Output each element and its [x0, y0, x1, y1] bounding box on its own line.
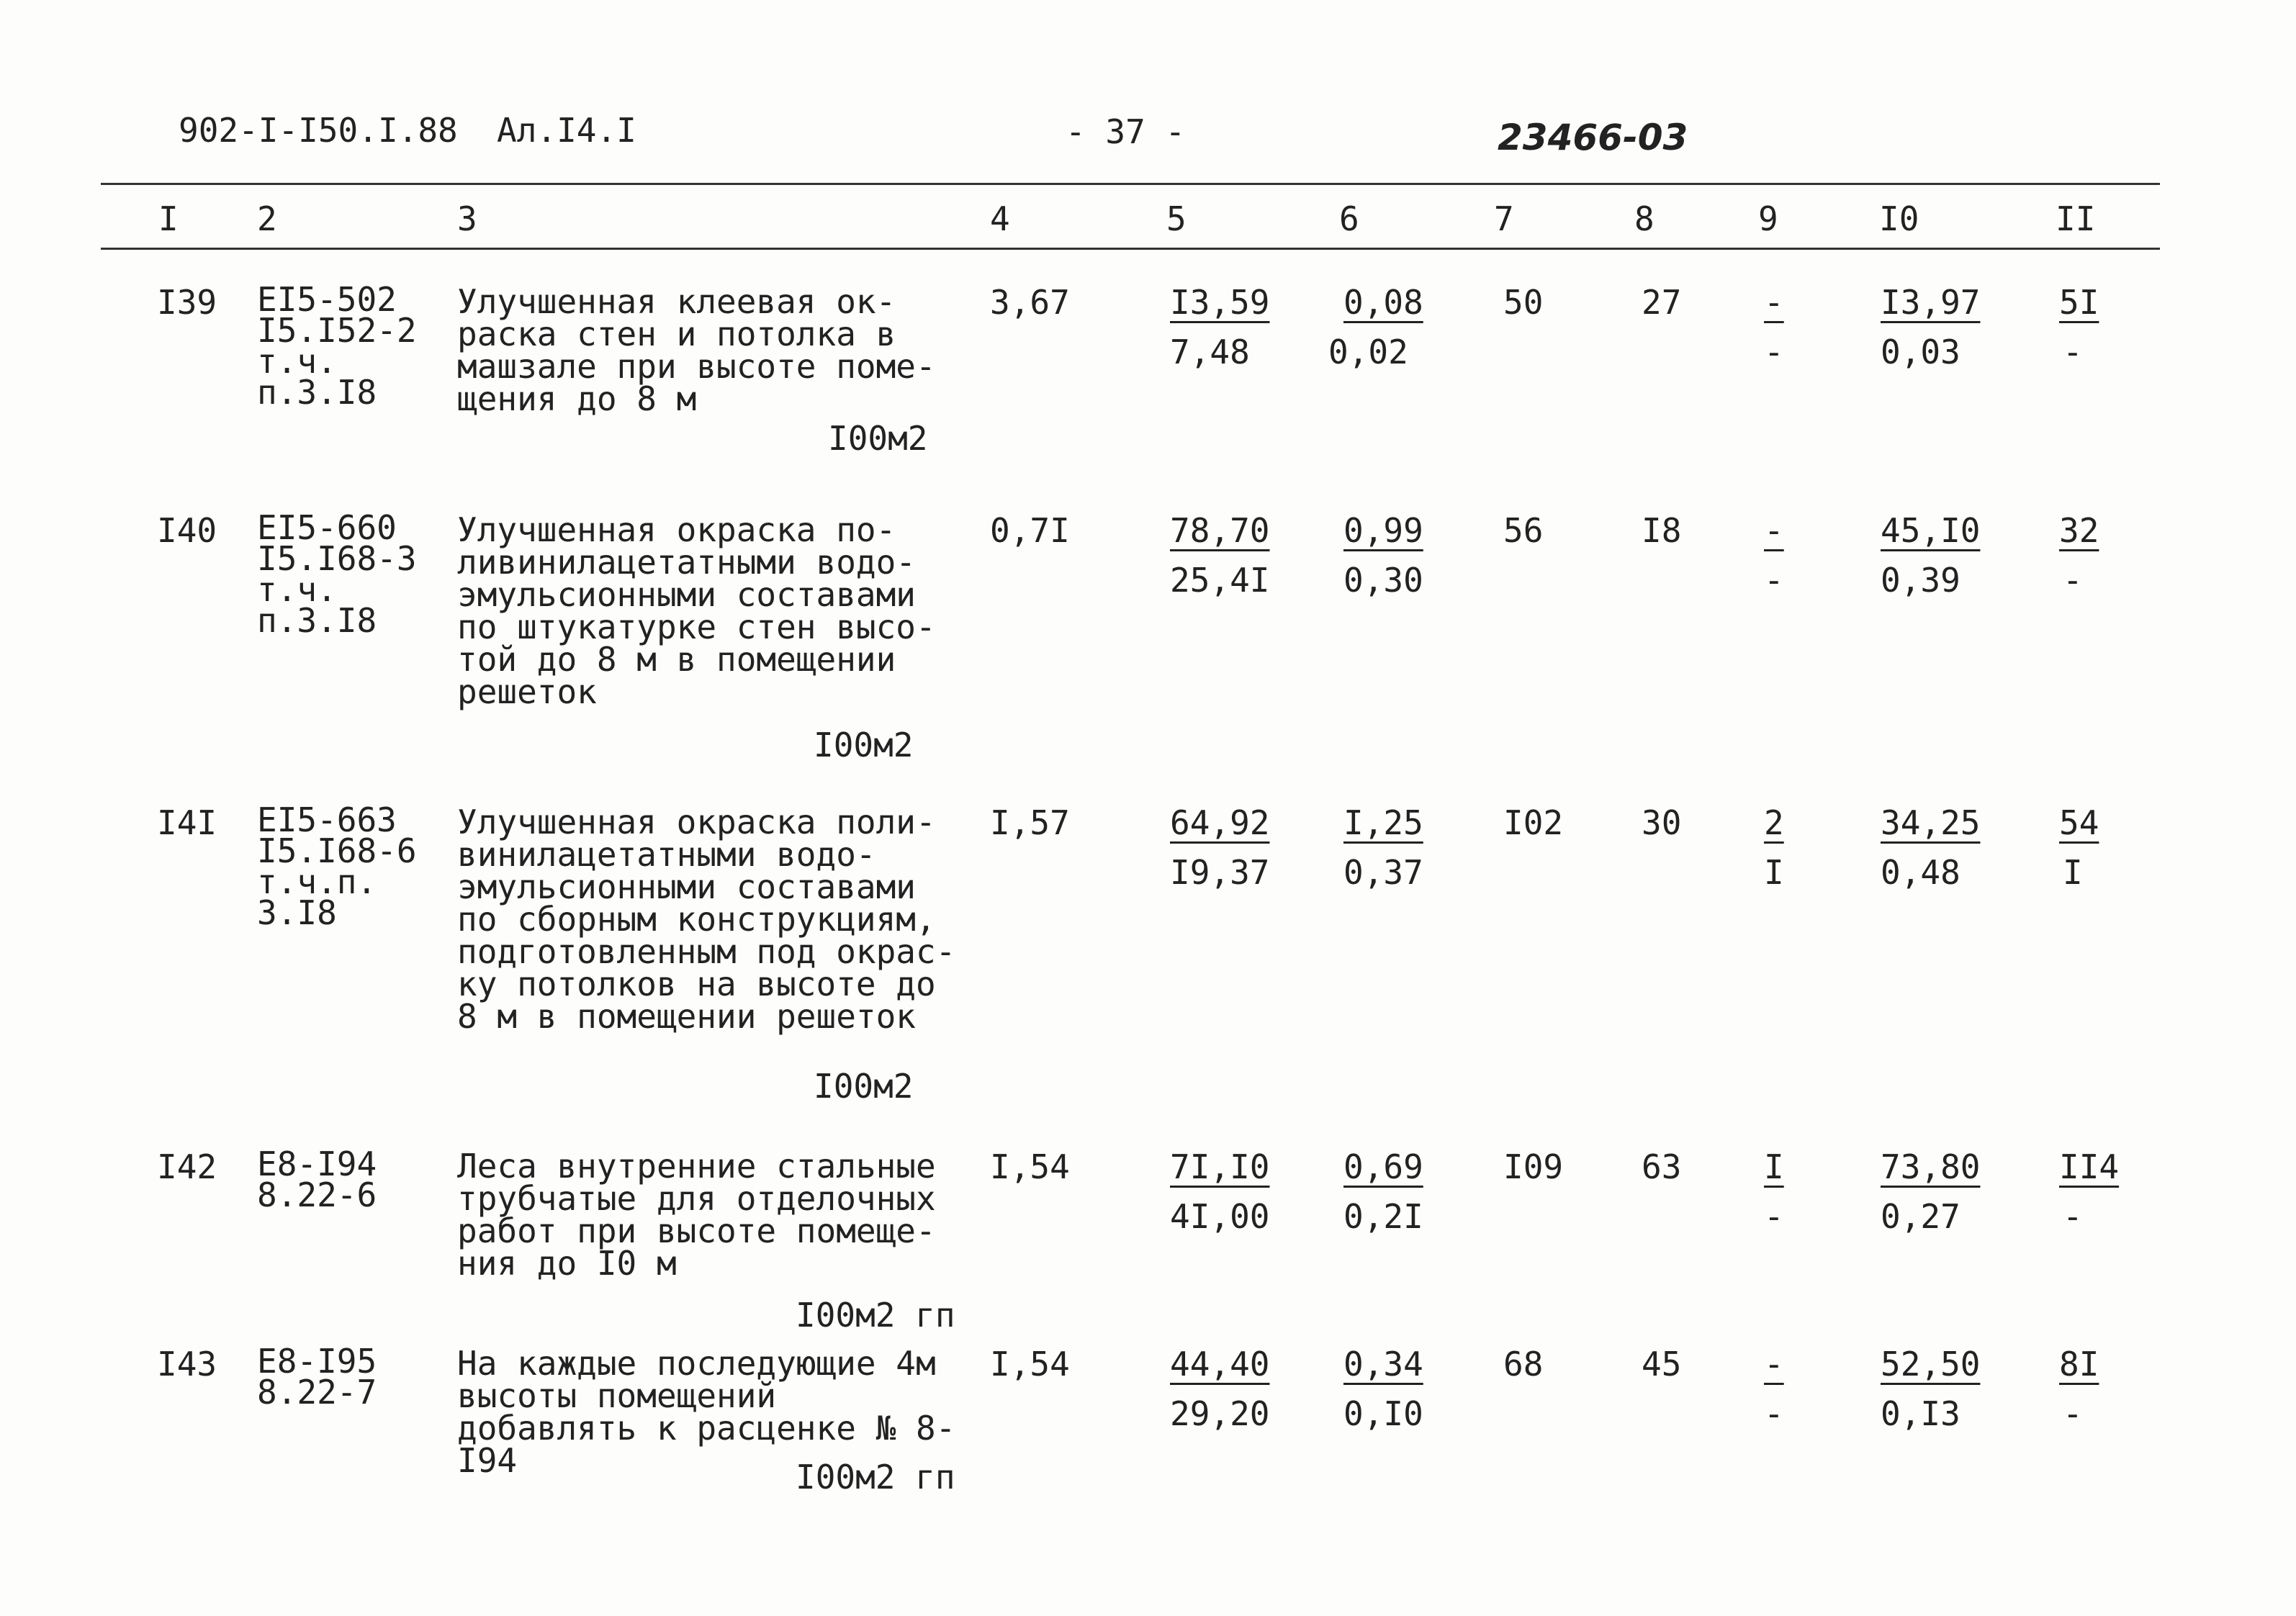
unit-of-measure: I00м2 гп — [796, 1458, 955, 1497]
col9-bottom: - — [1764, 1394, 1784, 1433]
col4-value: 3,67 — [990, 283, 1070, 322]
col6-bottom: 0,37 — [1343, 853, 1423, 892]
col11-bottom: - — [2063, 561, 2083, 600]
column-header-5: 5 — [1166, 199, 1187, 238]
col9-top: - — [1764, 283, 1784, 322]
column-header-4: 4 — [990, 199, 1010, 238]
rate-code: EI5-663 I5.I68-6 т.ч.п. 3.I8 — [257, 800, 417, 932]
col10-bottom: 0,39 — [1881, 561, 1960, 600]
rate-code: EI5-502 I5.I52-2 т.ч. п.3.I8 — [257, 280, 417, 412]
col5-top: 7I,I0 — [1170, 1147, 1270, 1186]
col11-top: 8I — [2059, 1345, 2099, 1383]
work-description: Леса внутренние стальные трубчатые для отделочных работ при высоте помеще-ния до I0 м — [457, 1147, 936, 1283]
rate-code: E8-I95 8.22-7 — [257, 1342, 377, 1412]
col11-top: 5I — [2059, 283, 2099, 322]
rate-code: EI5-660 I5.I68-3 т.ч. п.3.I8 — [257, 508, 417, 640]
column-header-11: II — [2056, 199, 2096, 238]
col11-top: 32 — [2059, 511, 2099, 550]
unit-of-measure: I00м2 гп — [796, 1296, 955, 1335]
row-number: I43 — [157, 1345, 217, 1383]
col9-top: I — [1764, 1147, 1784, 1186]
unit-of-measure: I00м2 — [814, 1067, 914, 1106]
col10-top: I3,97 — [1881, 283, 1981, 322]
col7-value: 50 — [1503, 283, 1544, 322]
col11-bottom: - — [2063, 1197, 2083, 1236]
document-code: 902-I-I50.I.88 — [179, 111, 458, 150]
col5-bottom: 25,4I — [1170, 561, 1270, 600]
col5-top: I3,59 — [1170, 283, 1270, 322]
row-number: I39 — [157, 283, 217, 322]
column-header-10: I0 — [1879, 199, 1919, 238]
col8-value: I8 — [1642, 511, 1682, 550]
column-header-3: 3 — [457, 199, 477, 238]
col11-top: 54 — [2059, 803, 2099, 842]
column-header-1: I — [158, 199, 179, 238]
col5-top: 78,70 — [1170, 511, 1270, 550]
col9-bottom: - — [1764, 561, 1784, 600]
row-number: I42 — [157, 1147, 217, 1186]
col10-bottom: 0,48 — [1881, 853, 1960, 892]
header-top-rule — [101, 183, 2160, 185]
rate-code: E8-I94 8.22-6 — [257, 1145, 377, 1214]
col9-bottom: - — [1764, 1197, 1784, 1236]
column-header-7: 7 — [1494, 199, 1514, 238]
col8-value: 45 — [1642, 1345, 1682, 1383]
col10-top: 52,50 — [1881, 1345, 1981, 1383]
column-header-8: 8 — [1634, 199, 1655, 238]
col5-bottom: I9,37 — [1170, 853, 1270, 892]
col6-top: 0,08 — [1343, 283, 1423, 322]
col7-value: 68 — [1503, 1345, 1544, 1383]
col4-value: I,57 — [990, 803, 1070, 842]
work-description: На каждые последующие 4м высоты помещений добавлять к расценке № 8-I94 — [457, 1344, 956, 1480]
unit-of-measure: I00м2 — [828, 419, 928, 458]
col8-value: 27 — [1642, 283, 1682, 322]
unit-of-measure: I00м2 — [814, 726, 914, 764]
col7-value: I09 — [1503, 1147, 1564, 1186]
col10-bottom: 0,03 — [1881, 333, 1960, 371]
work-description: Улучшенная клеевая ок-раска стен и потолка в машзале при высоте поме-щения до 8 м — [457, 282, 936, 418]
col4-value: 0,7I — [990, 511, 1070, 550]
col10-top: 73,80 — [1881, 1147, 1981, 1186]
handwritten-stamp-number: 23466-03 — [1498, 117, 1688, 158]
col5-top: 44,40 — [1170, 1345, 1270, 1383]
page-number: - 37 - — [1066, 112, 1186, 151]
col9-top: 2 — [1764, 803, 1784, 842]
col7-value: 56 — [1503, 511, 1544, 550]
col10-top: 45,I0 — [1881, 511, 1981, 550]
col6-top: 0,34 — [1343, 1345, 1423, 1383]
col6-top: I,25 — [1343, 803, 1423, 842]
col11-bottom: - — [2063, 333, 2083, 371]
col6-bottom: 0,02 — [1328, 333, 1408, 371]
col11-bottom: I — [2063, 853, 2083, 892]
col10-bottom: 0,27 — [1881, 1197, 1960, 1236]
col8-value: 63 — [1642, 1147, 1682, 1186]
col10-bottom: 0,I3 — [1881, 1394, 1960, 1433]
work-description: Улучшенная окраска поли-винилацетатными водо-эмульсионными составами по сборным конструкциям, подготовленным под окрас-ку потолков на высоте до 8 м в помещении решеток — [457, 803, 956, 1036]
col5-bottom: 4I,00 — [1170, 1197, 1270, 1236]
work-description: Улучшенная окраска по-ливинилацетатными водо-эмульсионными составами по штукатурке стен высо-той до 8 м в помещении решеток — [457, 510, 936, 711]
col8-value: 30 — [1642, 803, 1682, 842]
column-header-9: 9 — [1758, 199, 1778, 238]
col4-value: I,54 — [990, 1147, 1070, 1186]
column-header-2: 2 — [257, 199, 277, 238]
col6-top: 0,99 — [1343, 511, 1423, 550]
row-number: I40 — [157, 511, 217, 550]
row-number: I4I — [157, 803, 217, 842]
col5-top: 64,92 — [1170, 803, 1270, 842]
col6-bottom: 0,30 — [1343, 561, 1423, 600]
header-bottom-rule — [101, 248, 2160, 250]
col7-value: I02 — [1503, 803, 1564, 842]
col5-bottom: 7,48 — [1170, 333, 1250, 371]
col6-bottom: 0,I0 — [1343, 1394, 1423, 1433]
column-header-6: 6 — [1339, 199, 1359, 238]
col11-top: II4 — [2059, 1147, 2120, 1186]
col9-top: - — [1764, 1345, 1784, 1383]
sheet-number: Ал.I4.I — [497, 111, 636, 150]
col6-bottom: 0,2I — [1343, 1197, 1423, 1236]
col10-top: 34,25 — [1881, 803, 1981, 842]
col9-bottom: - — [1764, 333, 1784, 371]
col4-value: I,54 — [990, 1345, 1070, 1383]
col9-bottom: I — [1764, 853, 1784, 892]
col9-top: - — [1764, 511, 1784, 550]
col6-top: 0,69 — [1343, 1147, 1423, 1186]
col11-bottom: - — [2063, 1394, 2083, 1433]
col5-bottom: 29,20 — [1170, 1394, 1270, 1433]
